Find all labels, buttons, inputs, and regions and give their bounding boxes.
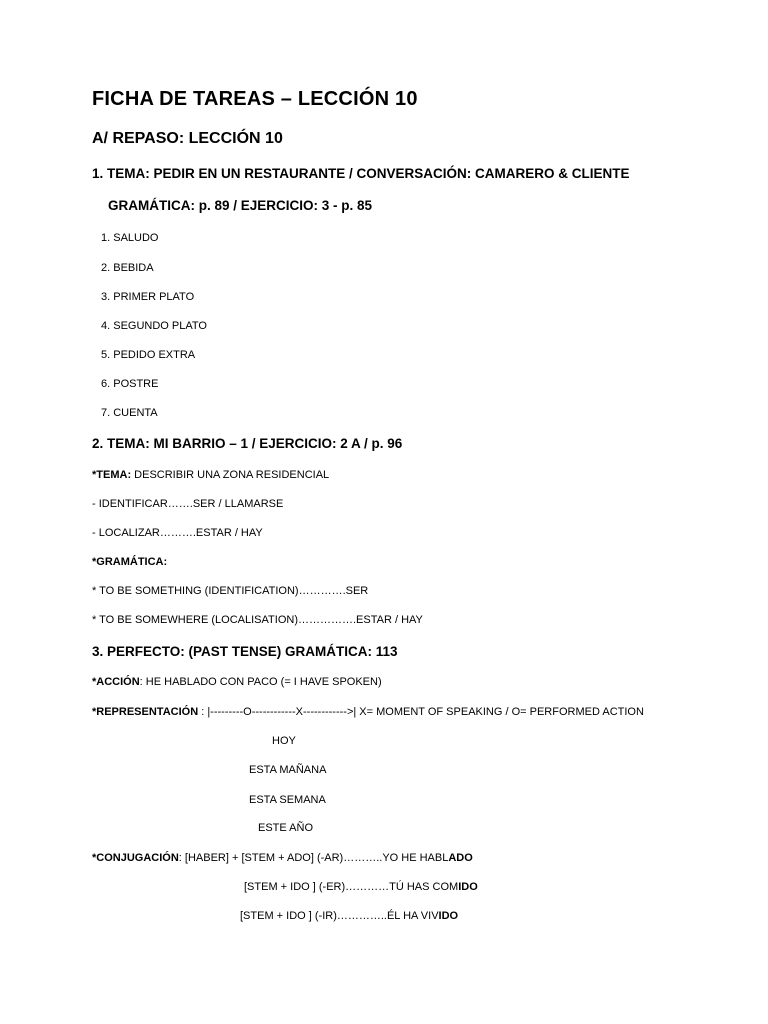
conj-er-ending: IDO [458, 881, 478, 893]
conj-er-line [244, 881, 478, 893]
list-item: 7. CUENTA [101, 407, 158, 419]
conj-ir-ending: IDO [438, 910, 459, 922]
time-word: HOY [272, 735, 296, 747]
gramatica-label: *GRAMÁTICA: [92, 556, 168, 568]
tema-line [92, 469, 329, 481]
section-a-heading: A/ REPASO: LECCIÓN 10 [92, 130, 283, 147]
page-title: FICHA DE TAREAS – LECCIÓN 10 [92, 88, 418, 110]
conj-ar-text: : [HABER] + [STEM + ADO] (-AR)………..YO HE HABL [178, 852, 449, 864]
list-item: 3. PRIMER PLATO [101, 291, 195, 303]
topic2-heading: 2. TEMA: MI BARRIO – 1 / EJERCICIO: 2 A / p. 96 [92, 436, 403, 451]
list-item: 1. SALUDO [101, 232, 159, 244]
conj-ar-ending: ADO [448, 852, 473, 864]
time-word: ESTA SEMANA [249, 794, 326, 806]
conj-ir-text: [STEM + IDO ] (-IR)…………..ÉL HA VIV [240, 910, 439, 922]
conj-ir-line [240, 910, 458, 922]
accion-label: *ACCIÓN [92, 676, 140, 688]
time-word: ESTE AÑO [258, 822, 314, 834]
representacion-text: : |---------O------------X------------>| X= MOMENT OF SPEAKING / O= PERFORMED ACTION [198, 706, 644, 718]
time-word: ESTA MAÑANA [249, 764, 327, 776]
accion-text: : HE HABLADO CON PACO (= I HAVE SPOKEN) [139, 676, 382, 688]
topic1-grammar: GRAMÁTICA: p. 89 / EJERCICIO: 3 - p. 85 [108, 198, 373, 213]
representacion-label: *REPRESENTACIÓN [92, 706, 199, 718]
list-item: 4. SEGUNDO PLATO [101, 320, 207, 332]
conj-er-text: [STEM + IDO ] (-ER)…………TÚ HAS COM [244, 881, 459, 893]
rule-line: * TO BE SOMETHING (IDENTIFICATION)………….SER [92, 585, 369, 597]
list-item: 6. POSTRE [101, 378, 159, 390]
accion-line [92, 676, 382, 688]
rule-line: * TO BE SOMEWHERE (LOCALISATION)…………….ESTAR / HAY [92, 614, 423, 626]
tema-label: *TEMA: [92, 469, 132, 481]
localizar-line: - LOCALIZAR……….ESTAR / HAY [92, 527, 263, 539]
list-item: 2. BEBIDA [101, 262, 154, 274]
conjugacion-label: *CONJUGACIÓN [92, 852, 179, 864]
topic3-heading: 3. PERFECTO: (PAST TENSE) GRAMÁTICA: 113 [92, 644, 398, 659]
identificar-line: - IDENTIFICAR…….SER / LLAMARSE [92, 498, 284, 510]
conjugacion-line [92, 852, 473, 864]
representacion-line [92, 706, 644, 718]
topic1-heading: 1. TEMA: PEDIR EN UN RESTAURANTE / CONVERSACIÓN: CAMARERO & CLIENTE [92, 166, 630, 181]
tema-text: DESCRIBIR UNA ZONA RESIDENCIAL [131, 469, 330, 481]
list-item: 5. PEDIDO EXTRA [101, 349, 196, 361]
